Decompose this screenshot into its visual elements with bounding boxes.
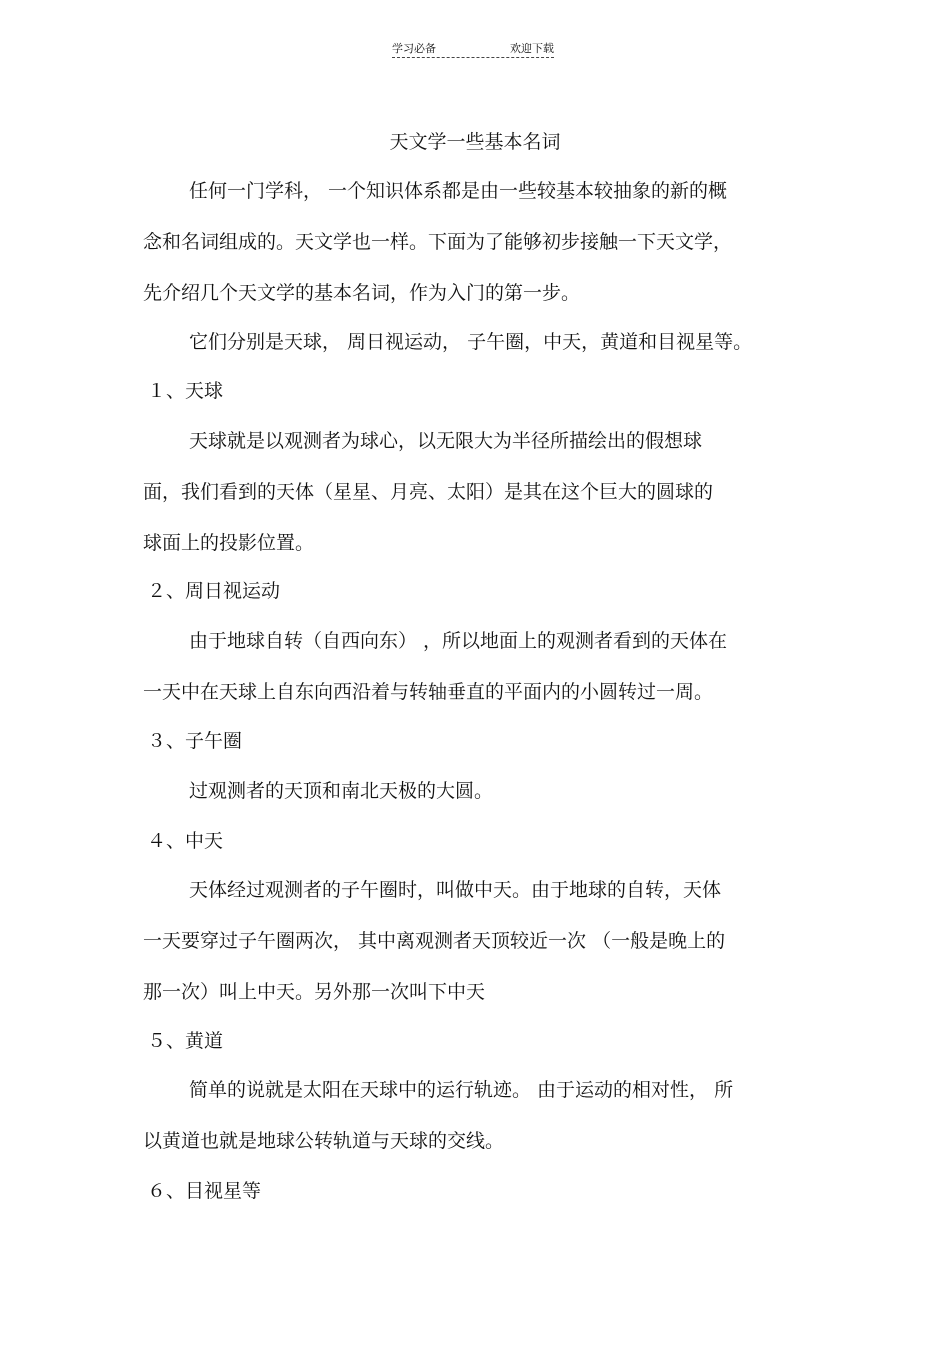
page-header xyxy=(392,40,554,58)
paragraph-line: 那一次）叫上中天。另外那一次叫下中天 xyxy=(143,981,486,1003)
paragraph-line: 任何一门学科， 一个知识体系都是由一些较基本较抽象的新的概 xyxy=(189,180,728,202)
paragraph-line: 由于地球自转（自西向东） ，所以地面上的观测者看到的天体在 xyxy=(189,630,728,652)
document-title: 天文学一些基本名词 xyxy=(389,131,561,153)
paragraph-line: 面，我们看到的天体（星星、月亮、太阳）是其在这个巨大的圆球的 xyxy=(143,481,714,503)
paragraph-line: 先介绍几个天文学的基本名词，作为入门的第一步。 xyxy=(143,282,581,304)
section-heading: ２、周日视运动 xyxy=(147,580,281,602)
paragraph-line: 天球就是以观测者为球心，以无限大为半径所描绘出的假想球 xyxy=(189,430,703,452)
paragraph-line: 一天要穿过子午圈两次， 其中离观测者天顶较近一次 （一般是晚上的 xyxy=(143,930,726,952)
header-right-text: 欢迎下载 xyxy=(510,42,554,55)
section-heading: ６、目视星等 xyxy=(147,1180,262,1202)
paragraph-line: 念和名词组成的。天文学也一样。下面为了能够初步接触一下天文学， xyxy=(143,231,733,253)
header-left-text: 学习必备 xyxy=(392,42,436,55)
section-heading: ４、中天 xyxy=(147,830,224,852)
paragraph-line: 以黄道也就是地球公转轨道与天球的交线。 xyxy=(143,1130,505,1152)
paragraph-line: 一天中在天球上自东向西沿着与转轴垂直的平面内的小圆转过一周。 xyxy=(143,681,714,703)
section-heading: ５、黄道 xyxy=(147,1030,224,1052)
paragraph-line: 球面上的投影位置。 xyxy=(143,532,315,554)
paragraph-line: 简单的说就是太阳在天球中的运行轨迹。 由于运动的相对性， 所 xyxy=(189,1079,734,1101)
section-heading: ３、子午圈 xyxy=(147,730,243,752)
paragraph-line: 过观测者的天顶和南北天极的大圆。 xyxy=(189,780,494,802)
section-heading: １、天球 xyxy=(147,380,224,402)
paragraph-line: 天体经过观测者的子午圈时，叫做中天。由于地球的自转，天体 xyxy=(189,879,722,901)
paragraph-line: 它们分别是天球， 周日视运动， 子午圈，中天，黄道和目视星等。 xyxy=(189,331,753,353)
